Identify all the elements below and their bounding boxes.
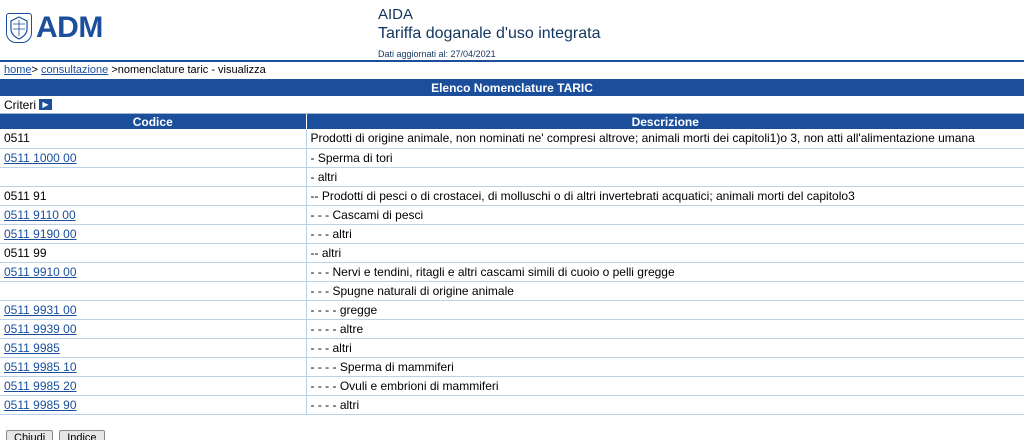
table-row [0, 224, 1024, 243]
table-row [0, 281, 1024, 300]
cell-descrizione: - - - - altri [306, 395, 1024, 414]
cell-codice [0, 205, 306, 224]
emblem-icon [6, 13, 32, 43]
column-header-codice[interactable]: Codice [0, 114, 306, 129]
cell-descrizione: - - - altri [306, 338, 1024, 357]
cell-descrizione: - Sperma di tori [306, 148, 1024, 167]
table-row [0, 357, 1024, 376]
breadcrumb-separator-2: > [108, 64, 118, 76]
table-row [0, 376, 1024, 395]
cell-descrizione: - - - altri [306, 224, 1024, 243]
page-header [0, 0, 1024, 62]
cell-codice [0, 319, 306, 338]
cell-codice [0, 338, 306, 357]
expand-icon[interactable]: ▶ [39, 99, 52, 110]
table-row [0, 129, 1024, 148]
table-row [0, 300, 1024, 319]
adm-logo-text: ADM [36, 11, 103, 44]
cell-descrizione: -- Prodotti di pesci o di crostacei, di molluschi o di altri invertebrati acquatici; animali morti del capitolo3 [306, 186, 1024, 205]
table-row [0, 262, 1024, 281]
cell-descrizione: - - - Cascami di pesci [306, 205, 1024, 224]
nomenclature-table [0, 114, 1024, 415]
code-link[interactable]: 0511 9910 00 [4, 264, 77, 279]
code-text: 0511 91 [4, 188, 47, 203]
code-text: 0511 99 [4, 245, 47, 260]
table-row [0, 205, 1024, 224]
cell-descrizione: Prodotti di origine animale, non nominati ne' compresi altrove; animali morti dei capitoli1)o 3, non atti all'alimentazione umana [306, 129, 1024, 148]
cell-descrizione: - - - Nervi e tendini, ritagli e altri cascami simili di cuoio o pelli gregge [306, 262, 1024, 281]
cell-codice [0, 357, 306, 376]
code-link[interactable]: 0511 9985 20 [4, 378, 77, 393]
table-row [0, 167, 1024, 186]
header-titles [378, 0, 600, 59]
cell-codice [0, 129, 306, 148]
cell-descrizione: - - - - Sperma di mammiferi [306, 357, 1024, 376]
code-link[interactable]: 0511 9985 90 [4, 397, 77, 412]
table-row [0, 186, 1024, 205]
code-link[interactable]: 0511 9110 00 [4, 207, 76, 222]
cell-codice [0, 281, 306, 300]
cell-codice [0, 224, 306, 243]
cell-codice [0, 300, 306, 319]
breadcrumb [0, 62, 1024, 80]
table-row [0, 148, 1024, 167]
code-link[interactable]: 0511 9190 00 [4, 226, 77, 241]
table-row [0, 243, 1024, 262]
chiudi-button[interactable]: Chiudi [6, 430, 53, 440]
page-title: Elenco Nomenclature TARIC [0, 80, 1024, 96]
cell-codice [0, 186, 306, 205]
indice-button[interactable]: Indice [59, 430, 104, 440]
cell-descrizione: - altri [306, 167, 1024, 186]
cell-descrizione: -- altri [306, 243, 1024, 262]
table-row [0, 319, 1024, 338]
table-row [0, 338, 1024, 357]
cell-codice [0, 148, 306, 167]
adm-logo[interactable] [0, 0, 110, 56]
data-updated-label: Dati aggiornati al: 27/04/2021 [378, 49, 496, 59]
cell-descrizione: - - - Spugne naturali di origine animale [306, 281, 1024, 300]
cell-descrizione: - - - - altre [306, 319, 1024, 338]
code-link[interactable]: 0511 1000 00 [4, 150, 77, 165]
app-subtitle: Tariffa doganale d'uso integrata [378, 25, 601, 42]
cell-descrizione: - - - - Ovuli e embrioni di mammiferi [306, 376, 1024, 395]
table-row [0, 395, 1024, 414]
column-header-descrizione[interactable]: Descrizione [306, 114, 1024, 129]
code-link[interactable]: 0511 9939 00 [4, 321, 77, 336]
breadcrumb-link-home[interactable]: home [4, 64, 32, 76]
code-link[interactable]: 0511 9985 10 [4, 359, 77, 374]
cell-codice [0, 376, 306, 395]
code-text: 0511 [4, 131, 30, 146]
footer-buttons [0, 430, 105, 440]
app-name: AIDA [378, 6, 414, 23]
criteri-label: Criteri [4, 97, 36, 112]
cell-codice [0, 167, 306, 186]
breadcrumb-link-consultazione[interactable]: consultazione [41, 64, 109, 76]
breadcrumb-current: nomenclature taric - visualizza [117, 64, 266, 76]
code-link[interactable]: 0511 9931 00 [4, 302, 77, 317]
criteri-bar [0, 96, 1024, 114]
cell-codice [0, 243, 306, 262]
cell-codice [0, 395, 306, 414]
table-header-row [0, 114, 1024, 129]
breadcrumb-separator-1: > [31, 64, 42, 76]
cell-descrizione: - - - - gregge [306, 300, 1024, 319]
code-link[interactable]: 0511 9985 [4, 340, 60, 355]
cell-codice [0, 262, 306, 281]
